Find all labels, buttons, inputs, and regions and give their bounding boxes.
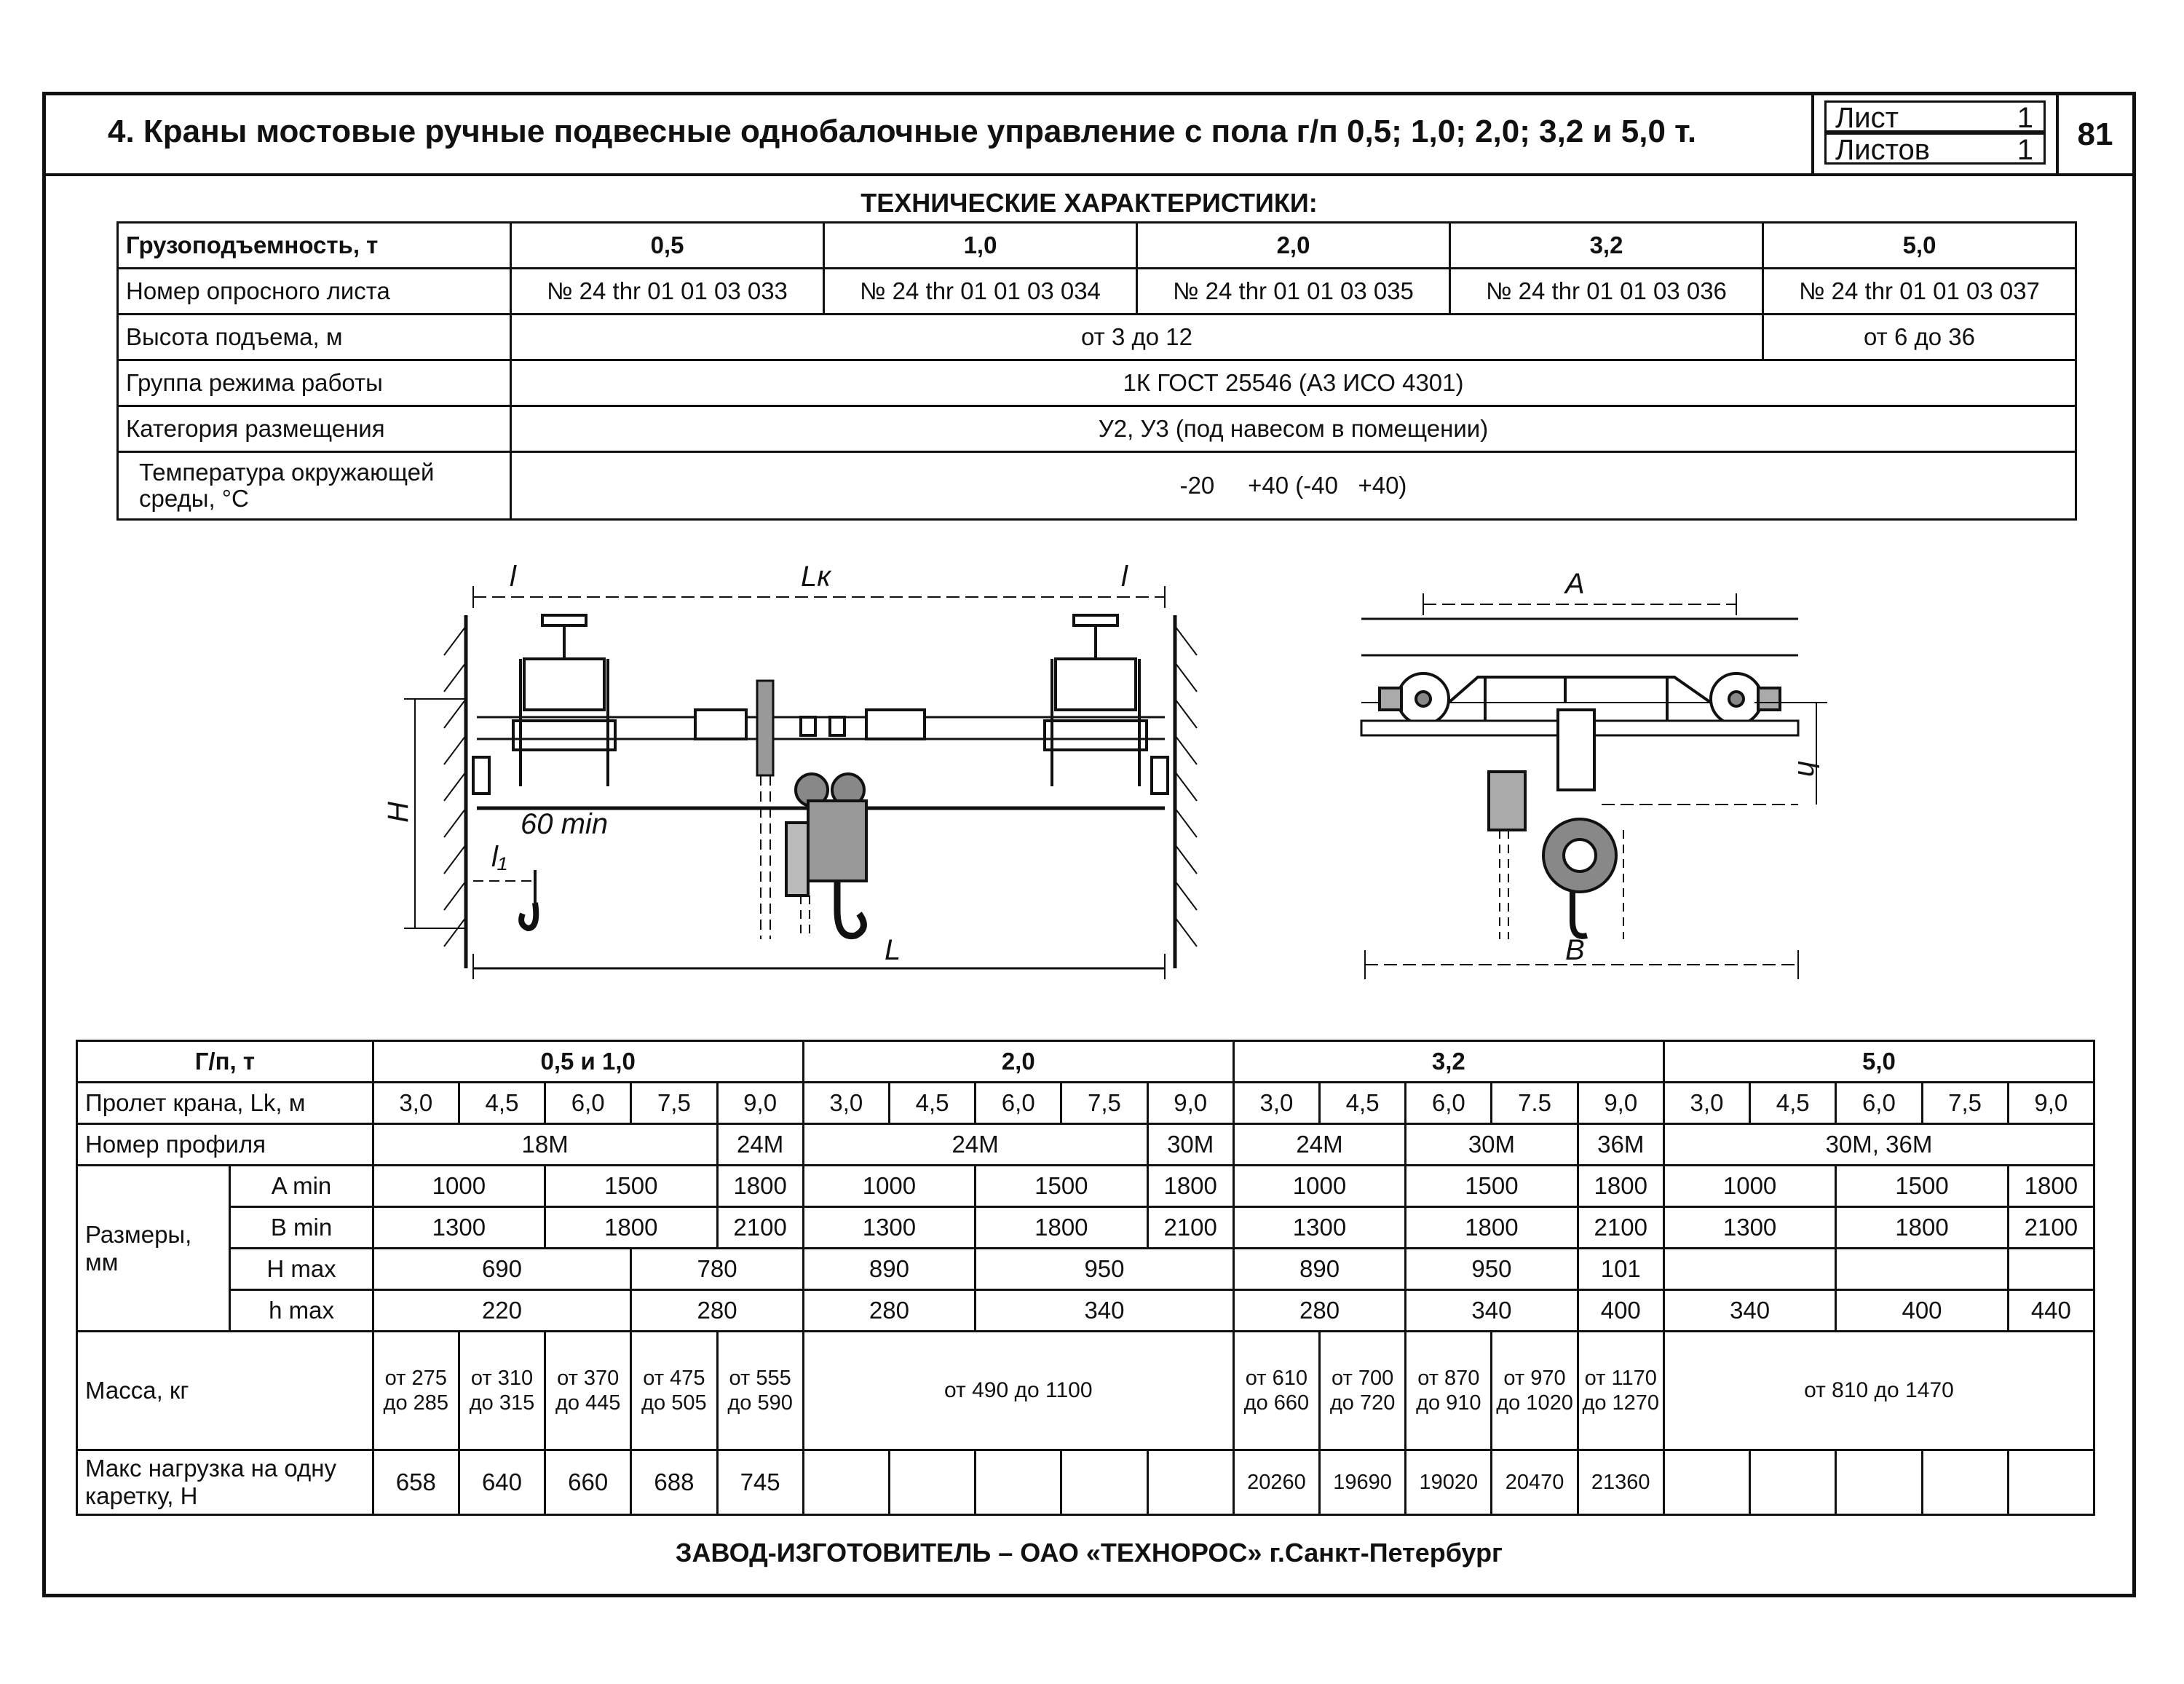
- page-number: 81: [2077, 116, 2113, 152]
- mass-cell: от 490 до 1100: [803, 1332, 1233, 1450]
- b-min-cell: 1800: [1836, 1207, 2008, 1249]
- b-min-cell: 1300: [1663, 1207, 1835, 1249]
- span-cell: 7,5: [631, 1083, 717, 1124]
- b-min-cell: 2100: [2008, 1207, 2094, 1249]
- load-cell: 20470: [1492, 1450, 1578, 1515]
- crane-front-view: [404, 586, 1197, 979]
- h-small-cell: 340: [1406, 1290, 1578, 1332]
- span-cell: 7,5: [1061, 1083, 1147, 1124]
- span-cell: 9,0: [2008, 1083, 2094, 1124]
- load-empty: [1750, 1450, 1836, 1515]
- a-min-cell: 1000: [1663, 1166, 1835, 1207]
- profile-cell: 24М: [1233, 1124, 1405, 1166]
- h-max-empty: [1836, 1249, 2008, 1290]
- sheet-number-cell: № 24 thr 01 01 03 033: [511, 269, 824, 315]
- profile-cell: 18М: [373, 1124, 717, 1166]
- capacity-cell: 5,0: [1763, 223, 2076, 269]
- table-row: [77, 1450, 2094, 1515]
- a-min-cell: 1000: [1233, 1166, 1405, 1207]
- a-min-cell: 1000: [373, 1166, 545, 1207]
- h-max-cell: 890: [803, 1249, 975, 1290]
- h-small-cell: 220: [373, 1290, 631, 1332]
- profile-label: Номер профиля: [77, 1124, 373, 1166]
- load-empty: [2008, 1450, 2094, 1515]
- load-cell: 660: [545, 1450, 631, 1515]
- sheet-number-label: Номер опросного листа: [118, 269, 511, 315]
- lift-height-last: от 6 до 36: [1763, 315, 2076, 360]
- b-min-cell: 1800: [1406, 1207, 1578, 1249]
- span-label: Пролет крана, Lk, м: [77, 1083, 373, 1124]
- mass-cell: от 1170 до 1270: [1578, 1332, 1663, 1450]
- gp-header: Г/п, т: [77, 1041, 373, 1083]
- b-min-cell: 1800: [545, 1207, 717, 1249]
- span-cell: 3,0: [1233, 1083, 1319, 1124]
- a-min-cell: 1500: [1836, 1166, 2008, 1207]
- profile-cell: 36М: [1578, 1124, 1663, 1166]
- table-row: [77, 1166, 2094, 1207]
- duty-group-label: Группа режима работы: [118, 360, 511, 406]
- h-small-cell: 340: [976, 1290, 1234, 1332]
- table-row: [77, 1290, 2094, 1332]
- dim-l-left: l: [510, 561, 516, 593]
- profile-cell: 30М: [1147, 1124, 1233, 1166]
- b-min-label: B min: [230, 1207, 373, 1249]
- span-cell: 7,5: [1922, 1083, 2008, 1124]
- b-min-cell: 1800: [976, 1207, 1147, 1249]
- mass-cell: от 970 до 1020: [1492, 1332, 1578, 1450]
- b-min-cell: 2100: [1578, 1207, 1663, 1249]
- profile-cell: 30М, 36М: [1663, 1124, 2094, 1166]
- sheets-value: 1: [2017, 134, 2033, 166]
- mass-cell: от 610 до 660: [1233, 1332, 1319, 1450]
- mass-cell: от 310 до 315: [459, 1332, 545, 1450]
- h-max-cell: 890: [1233, 1249, 1405, 1290]
- h-small-cell: 400: [1836, 1290, 2008, 1332]
- sheet-number-cell: № 24 thr 01 01 03 035: [1137, 269, 1450, 315]
- h-small-cell: 280: [1233, 1290, 1405, 1332]
- h-small-label: h max: [230, 1290, 373, 1332]
- profile-cell: 24М: [803, 1124, 1147, 1166]
- h-small-cell: 280: [803, 1290, 975, 1332]
- span-cell: 9,0: [1578, 1083, 1663, 1124]
- capacity-cell: 2,0: [1137, 223, 1450, 269]
- placement-value: У2, У3 (под навесом в помещении): [511, 406, 2076, 452]
- b-min-cell: 1300: [373, 1207, 545, 1249]
- dim-L: L: [885, 934, 901, 966]
- h-max-cell: 950: [1406, 1249, 1578, 1290]
- span-cell: 3,0: [803, 1083, 889, 1124]
- span-cell: 9,0: [1147, 1083, 1233, 1124]
- b-min-cell: 1300: [803, 1207, 975, 1249]
- placement-label: Категория размещения: [118, 406, 511, 452]
- dim-60-min: 60 min: [521, 808, 609, 840]
- capacity-label: Грузоподъемность, т: [118, 223, 511, 269]
- load-empty: [1061, 1450, 1147, 1515]
- a-min-label: A min: [230, 1166, 373, 1207]
- span-cell: 3,0: [1663, 1083, 1749, 1124]
- mass-cell: от 370 до 445: [545, 1332, 631, 1450]
- profile-cell: 24М: [717, 1124, 803, 1166]
- sheets-label: Листов: [1835, 134, 1930, 166]
- b-min-cell: 2100: [1147, 1207, 1233, 1249]
- a-min-cell: 1800: [1578, 1166, 1663, 1207]
- mass-cell: от 555 до 590: [717, 1332, 803, 1450]
- load-cell: 21360: [1578, 1450, 1663, 1515]
- table-row: [77, 1332, 2094, 1450]
- dim-h-big: H: [382, 802, 414, 823]
- a-min-cell: 1500: [976, 1166, 1147, 1207]
- group-header: 2,0: [803, 1041, 1233, 1083]
- duty-group-value: 1К ГОСТ 25546 (А3 ИСО 4301): [511, 360, 2076, 406]
- span-cell: 4,5: [889, 1083, 975, 1124]
- h-max-empty: [2008, 1249, 2094, 1290]
- table-row: [77, 1249, 2094, 1290]
- load-cell: 20260: [1233, 1450, 1319, 1515]
- dimensions-table: [76, 1040, 2095, 1516]
- group-header: 0,5 и 1,0: [373, 1041, 803, 1083]
- lift-height-label: Высота подъема, м: [118, 315, 511, 360]
- span-cell: 9,0: [717, 1083, 803, 1124]
- tech-section-title: ТЕХНИЧЕСКИЕ ХАРАКТЕРИСТИКИ:: [860, 188, 1318, 218]
- load-cell: 658: [373, 1450, 459, 1515]
- h-max-cell: 780: [631, 1249, 803, 1290]
- a-min-cell: 1500: [1406, 1166, 1578, 1207]
- load-empty: [803, 1450, 889, 1515]
- dim-l1: l₁: [491, 841, 507, 873]
- a-min-cell: 1800: [1147, 1166, 1233, 1207]
- span-cell: 6,0: [545, 1083, 631, 1124]
- a-min-cell: 1000: [803, 1166, 975, 1207]
- h-small-cell: 340: [1663, 1290, 1835, 1332]
- load-cell: 19020: [1406, 1450, 1492, 1515]
- span-cell: 4,5: [1320, 1083, 1406, 1124]
- span-cell: 7.5: [1492, 1083, 1578, 1124]
- load-empty: [1147, 1450, 1233, 1515]
- sheet-value: 1: [2017, 102, 2033, 134]
- load-cell: 640: [459, 1450, 545, 1515]
- document-title: 4. Краны мостовые ручные подвесные однобалочные управление с пола г/п 0,5; 1,0; 2,0; 3,2 и 5,0 т.: [108, 114, 1697, 149]
- capacity-cell: 3,2: [1450, 223, 1763, 269]
- dim-l-right: l: [1121, 561, 1128, 593]
- group-header: 3,2: [1233, 1041, 1663, 1083]
- mass-cell: от 700 до 720: [1320, 1332, 1406, 1450]
- table-row: [77, 1124, 2094, 1166]
- span-cell: 4,5: [459, 1083, 545, 1124]
- h-max-cell: 101: [1578, 1249, 1663, 1290]
- sheet-label: Лист: [1835, 102, 1899, 134]
- mass-cell: от 810 до 1470: [1663, 1332, 2094, 1450]
- load-label: Макс нагрузка на одну каретку, Н: [77, 1450, 373, 1515]
- h-small-cell: 280: [631, 1290, 803, 1332]
- dim-lk: Lк: [801, 561, 831, 593]
- dim-h-small: h: [1792, 761, 1824, 778]
- b-min-cell: 2100: [717, 1207, 803, 1249]
- span-cell: 6,0: [1406, 1083, 1492, 1124]
- mass-cell: от 475 до 505: [631, 1332, 717, 1450]
- dim-B: B: [1565, 934, 1585, 966]
- sheet-number-cell: № 24 thr 01 01 03 037: [1763, 269, 2076, 315]
- h-small-cell: 440: [2008, 1290, 2094, 1332]
- table-row: [77, 1041, 2094, 1083]
- sheet-number-cell: № 24 thr 01 01 03 036: [1450, 269, 1763, 315]
- mass-cell: от 870 до 910: [1406, 1332, 1492, 1450]
- b-min-cell: 1300: [1233, 1207, 1405, 1249]
- temperature-value: -20 +40 (-40 +40): [511, 452, 2076, 520]
- lift-height-main: от 3 до 12: [511, 315, 1763, 360]
- table-row: [77, 1083, 2094, 1124]
- load-cell: 688: [631, 1450, 717, 1515]
- load-cell: 745: [717, 1450, 803, 1515]
- manufacturer-footer: ЗАВОД-ИЗГОТОВИТЕЛЬ – ОАО «ТЕХНОРОС» г.Санкт-Петербург: [675, 1538, 1503, 1568]
- table-row: [77, 1207, 2094, 1249]
- mass-cell: от 275 до 285: [373, 1332, 459, 1450]
- sizes-label: Размеры, мм: [77, 1166, 230, 1332]
- crane-side-view: [1361, 593, 1827, 979]
- capacity-cell: 0,5: [511, 223, 824, 269]
- h-small-cell: 400: [1578, 1290, 1663, 1332]
- group-header: 5,0: [1663, 1041, 2094, 1083]
- load-empty: [976, 1450, 1061, 1515]
- span-cell: 4,5: [1750, 1083, 1836, 1124]
- h-max-empty: [1663, 1249, 1835, 1290]
- a-min-cell: 1800: [717, 1166, 803, 1207]
- temperature-label: Температура окружающей среды, °С: [118, 452, 511, 520]
- load-empty: [1922, 1450, 2008, 1515]
- h-max-cell: 950: [976, 1249, 1234, 1290]
- load-empty: [1836, 1450, 1922, 1515]
- load-cell: 19690: [1320, 1450, 1406, 1515]
- h-max-label: H max: [230, 1249, 373, 1290]
- capacity-cell: 1,0: [824, 223, 1137, 269]
- mass-label: Масса, кг: [77, 1332, 373, 1450]
- span-cell: 3,0: [373, 1083, 459, 1124]
- span-cell: 6,0: [976, 1083, 1061, 1124]
- profile-cell: 30М: [1406, 1124, 1578, 1166]
- load-empty: [889, 1450, 975, 1515]
- a-min-cell: 1500: [545, 1166, 717, 1207]
- dim-A: A: [1565, 568, 1585, 600]
- h-max-cell: 690: [373, 1249, 631, 1290]
- sheet-number-cell: № 24 thr 01 01 03 034: [824, 269, 1137, 315]
- a-min-cell: 1800: [2008, 1166, 2094, 1207]
- span-cell: 6,0: [1836, 1083, 1922, 1124]
- load-empty: [1663, 1450, 1749, 1515]
